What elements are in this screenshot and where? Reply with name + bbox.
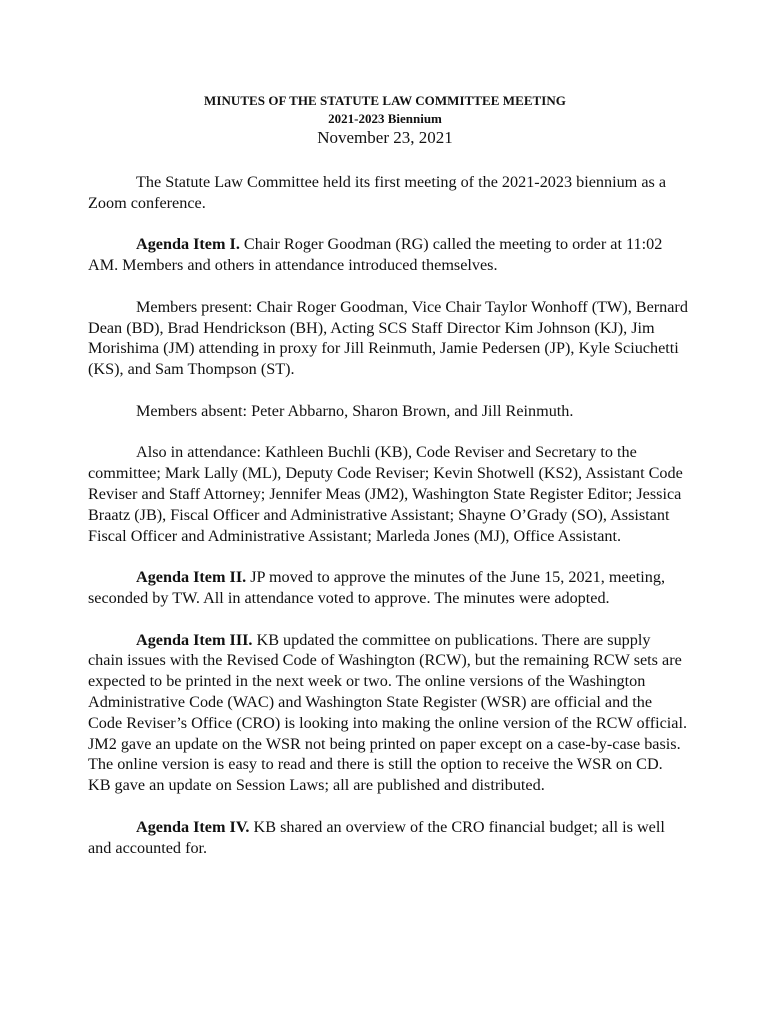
agenda-item-3-text: KB updated the committee on publications. There are supply chain issues with the Revised Code of Washington (RCW), but the remaining RCW sets are expected to be printed in the next week or two. The online versions of the Washington Administrative Code (WAC) and Washington State Register (WSR) are official and the Code Reviser’s Office (CRO) is looking into making the online version of the RCW official. JM2 gave an update on the WSR not being printed on paper except on a case-by-case basis. The online version is easy to read and there is still the option to receive the WSR on CD. KB gave an update on Session Laws; all are published and distributed. (88, 630, 687, 795)
biennium-subtitle: 2021-2023 Biennium (328, 111, 442, 126)
minutes-body (88, 172, 688, 879)
document-title: MINUTES OF THE STATUTE LAW COMMITTEE MEETING (204, 93, 566, 108)
agenda-item-2-label: Agenda Item II. (136, 568, 247, 587)
agenda-item-1-paragraph (88, 234, 688, 276)
agenda-item-3-label: Agenda Item III. (136, 630, 253, 649)
agenda-item-4-text: KB shared an overview of the CRO financial budget; all is well and accounted for. (88, 817, 665, 857)
agenda-item-1-text: Chair Roger Goodman (RG) called the meeting to order at 11:02 AM. Members and others in attendance introduced themselves. (88, 235, 663, 275)
agenda-item-1-label: Agenda Item I. (136, 235, 240, 254)
agenda-item-4-paragraph (88, 817, 688, 859)
also-in-attendance-paragraph: Also in attendance: Kathleen Buchli (KB), Code Reviser and Secretary to the committee; Mark Lally (ML), Deputy Code Reviser; Kevin Shotwell (KS2), Assistant Code Reviser and Staff Attorney; Jennifer Meas (JM2), Washington State Register Editor; Jessica Braatz (JB), Fiscal Officer and Administrative Assistant; Shayne O’Grady (SO), Assistant Fiscal Officer and Administrative Assistant; Marleda Jones (MJ), Office Assistant. (88, 443, 683, 545)
agenda-item-2-paragraph (88, 567, 688, 609)
members-present-paragraph: Members present: Chair Roger Goodman, Vice Chair Taylor Wonhoff (TW), Bernard Dean (BD), Brad Hendrickson (BH), Acting SCS Staff Director Kim Johnson (KJ), Jim Morishima (JM) attending in proxy for Jill Reinmuth, Jamie Pedersen (JP), Kyle Sciuchetti (KS), and Sam Thompson (ST). (88, 297, 688, 379)
agenda-item-3-paragraph (88, 630, 688, 796)
members-absent-paragraph: Members absent: Peter Abbarno, Sharon Brown, and Jill Reinmuth. (136, 401, 574, 420)
meeting-date: November 23, 2021 (317, 128, 453, 147)
agenda-item-2-text: JP moved to approve the minutes of the June 15, 2021, meeting, seconded by TW. All in attendance voted to approve. The minutes were adopted. (88, 568, 666, 607)
intro-paragraph: The Statute Law Committee held its first meeting of the 2021-2023 biennium as a Zoom conference. (88, 173, 667, 212)
agenda-item-4-label: Agenda Item IV. (136, 817, 250, 836)
